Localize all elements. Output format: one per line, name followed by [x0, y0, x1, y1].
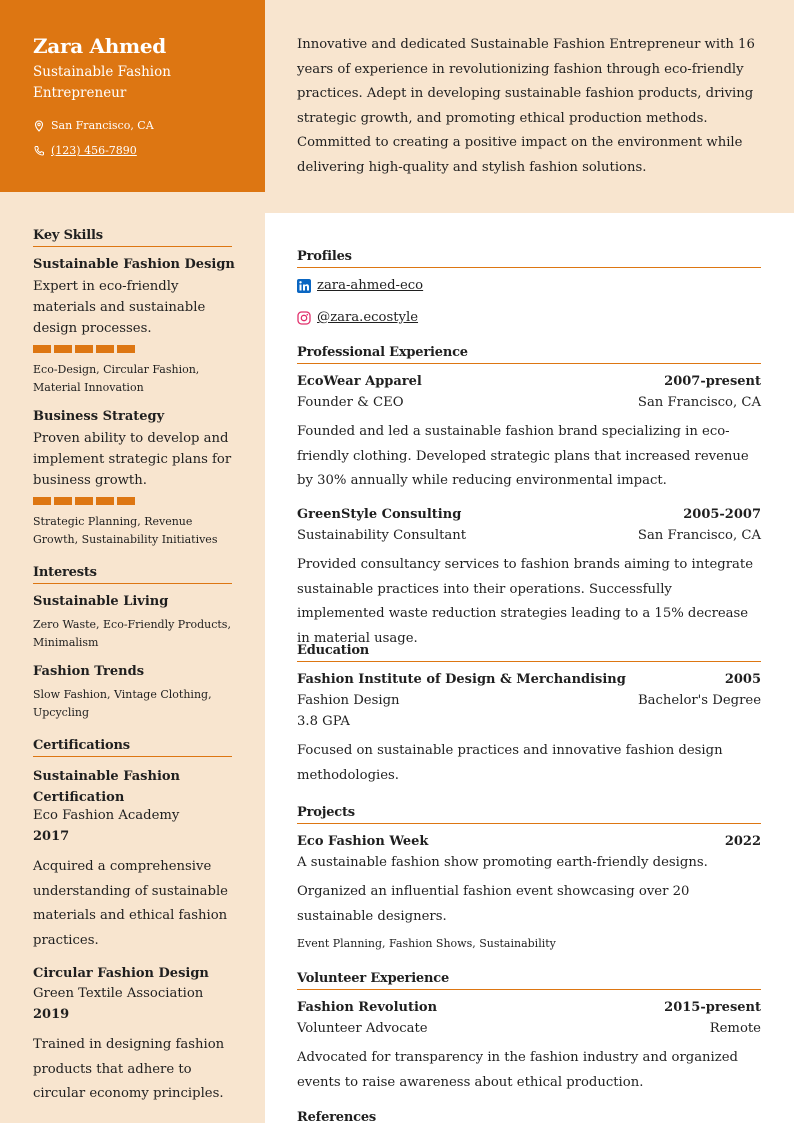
certification-description: Acquired a comprehensive understanding of sustainable materials and ethical fashion practices. — [33, 859, 228, 948]
skill-level-bar — [54, 497, 72, 505]
experience-role: Sustainability Consultant — [297, 528, 467, 543]
phone-link[interactable]: (123) 456-7890 — [51, 144, 137, 157]
profile-instagram — [297, 310, 418, 325]
skill-description: Proven ability to develop and implement strategic plans for business growth. — [33, 431, 232, 488]
experience-company: EcoWear Apparel — [297, 374, 422, 389]
project-description: Organized an influential fashion event showcasing over 20 sustainable designers. — [297, 884, 690, 924]
education-institution: Fashion Institute of Design & Merchandising — [297, 672, 626, 687]
profile-linkedin — [297, 278, 423, 293]
education-gpa: 3.8 GPA — [297, 714, 350, 729]
interest-name: Sustainable Living — [33, 594, 169, 609]
skill-keywords: Strategic Planning, Revenue Growth, Sustainability Initiatives — [33, 515, 218, 546]
phone-contact — [33, 144, 137, 157]
certification-issuer: Green Textile Association — [33, 986, 204, 1001]
summary-text: Innovative and dedicated Sustainable Fashion Entrepreneur with 16 years of experience in revolutionizing fashion through eco-friendly practices. Adept in developing sustainable fashion products, driving strategic growth, and promoting ethical production methods. Committed to creating a positive impact on the environment while delivering high-quality and stylish fashion solutions. — [297, 37, 755, 175]
certification-description: Trained in designing fashion products that adhere to circular economy principles. — [33, 1037, 225, 1102]
skill-level-bar — [54, 345, 72, 353]
experience-company: GreenStyle Consulting — [297, 507, 462, 522]
map-pin-icon — [33, 120, 45, 132]
candidate-title: Sustainable Fashion Entrepreneur — [33, 64, 171, 101]
skill-level-bar — [117, 345, 135, 353]
experience-dates: 2007-present — [664, 374, 761, 389]
education-divider — [297, 661, 761, 662]
location-contact — [33, 119, 154, 132]
certifications-heading: Certifications — [33, 738, 130, 753]
skills-divider — [33, 246, 232, 247]
skill-level-bar — [117, 497, 135, 505]
profiles-divider — [297, 267, 761, 268]
skill-level-bar — [96, 497, 114, 505]
skill-keywords: Eco-Design, Circular Fashion, Material Innovation — [33, 363, 200, 394]
projects-heading: Projects — [297, 805, 355, 820]
interest-keywords: Slow Fashion, Vintage Clothing, Upcycling — [33, 688, 212, 719]
skills-heading: Key Skills — [33, 228, 103, 243]
interest-keywords: Zero Waste, Eco-Friendly Products, Minimalism — [33, 618, 231, 649]
experience-description: Founded and led a sustainable fashion brand specializing in eco-friendly clothing. Developed strategic plans that increased revenue by 30% annually while reducing environmental impact. — [297, 424, 749, 489]
education-degree: Bachelor's Degree — [637, 693, 761, 708]
profiles-heading: Profiles — [297, 249, 352, 264]
project-year: 2022 — [724, 834, 761, 849]
location-text: San Francisco, CA — [51, 119, 154, 132]
interest-name: Fashion Trends — [33, 664, 145, 679]
skill-level-bar — [75, 345, 93, 353]
certification-name: Circular Fashion Design — [33, 966, 209, 981]
volunteer-description: Advocated for transparency in the fashion industry and organized events to raise awareness about ethical production. — [297, 1050, 738, 1090]
interests-divider — [33, 583, 232, 584]
volunteer-divider — [297, 989, 761, 990]
experience-heading: Professional Experience — [297, 345, 468, 360]
candidate-name: Zara Ahmed — [33, 34, 166, 58]
education-year: 2005 — [724, 672, 761, 687]
skill-description: Expert in eco-friendly materials and sustainable design processes. — [33, 279, 206, 336]
certifications-divider — [33, 756, 232, 757]
project-keywords: Event Planning, Fashion Shows, Sustainability — [297, 937, 556, 950]
skill-name: Sustainable Fashion Design — [33, 257, 235, 272]
projects-divider — [297, 823, 761, 824]
experience-location: San Francisco, CA — [637, 395, 761, 410]
education-field: Fashion Design — [297, 693, 400, 708]
skill-level-bar — [33, 497, 51, 505]
volunteer-organization: Fashion Revolution — [297, 1000, 438, 1015]
skill-level-bar — [75, 497, 93, 505]
linkedin-icon — [297, 279, 311, 293]
phone-icon — [33, 145, 45, 157]
experience-location: San Francisco, CA — [637, 528, 761, 543]
instagram-icon — [297, 311, 311, 325]
interests-heading: Interests — [33, 565, 97, 580]
volunteer-location: Remote — [709, 1021, 761, 1036]
instagram-link[interactable]: @zara.ecostyle — [317, 310, 419, 325]
volunteer-dates: 2015-present — [664, 1000, 761, 1015]
project-summary: A sustainable fashion show promoting earth-friendly designs. — [297, 855, 708, 870]
certification-name: Sustainable Fashion Certification — [33, 769, 180, 805]
education-heading: Education — [297, 643, 370, 658]
references-heading: References — [297, 1110, 377, 1125]
certification-issuer: Eco Fashion Academy — [33, 808, 180, 823]
project-name: Eco Fashion Week — [297, 834, 429, 849]
certification-year: 2017 — [33, 829, 70, 844]
skill-name: Business Strategy — [33, 409, 165, 424]
experience-dates: 2005-2007 — [683, 507, 761, 522]
volunteer-role: Volunteer Advocate — [297, 1021, 428, 1036]
skill-level-bar — [33, 345, 51, 353]
experience-divider — [297, 363, 761, 364]
linkedin-link[interactable]: zara-ahmed-eco — [317, 278, 424, 293]
certification-year: 2019 — [33, 1007, 70, 1022]
volunteer-heading: Volunteer Experience — [297, 971, 450, 986]
education-description: Focused on sustainable practices and innovative fashion design methodologies. — [297, 743, 723, 783]
header-card — [0, 0, 265, 192]
experience-role: Founder & CEO — [297, 395, 404, 410]
skill-level-bar — [96, 345, 114, 353]
experience-description: Provided consultancy services to fashion brands aiming to integrate sustainable practices into their operations. Successfully implemented waste reduction strategies leading to a 15% decrease in material usage. — [297, 557, 754, 646]
